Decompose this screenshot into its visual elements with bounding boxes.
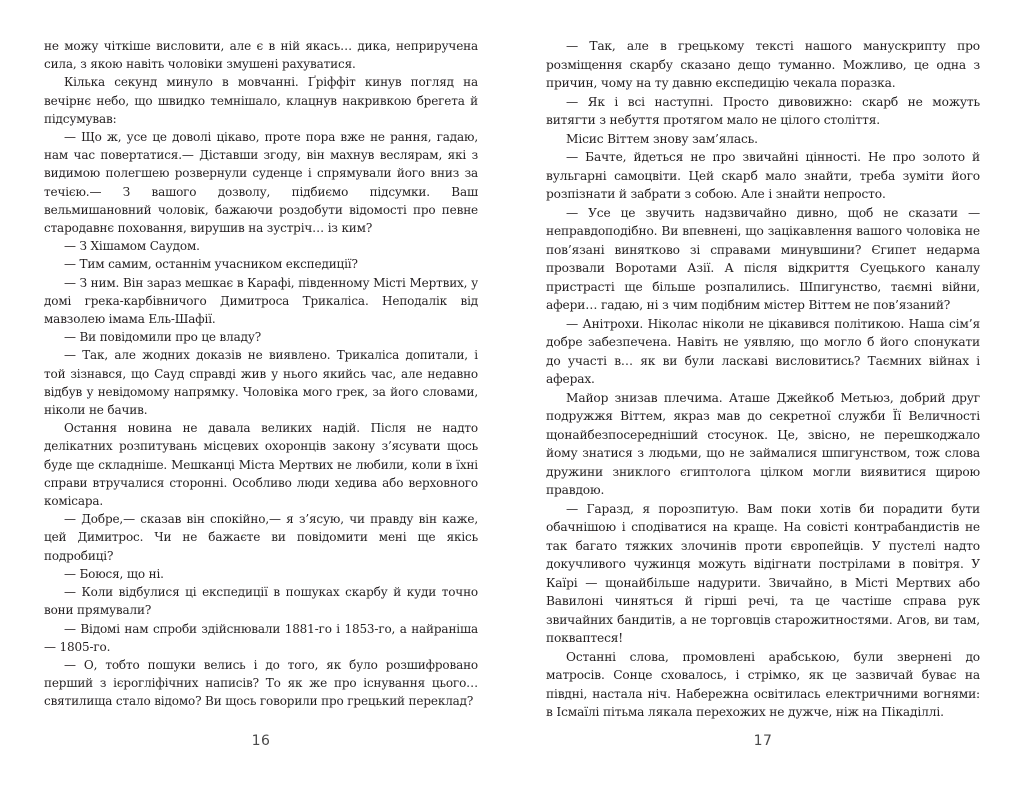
paragraph: — З ним. Він зараз мешкає в Карафі, південному Місті Мертвих, у домі грека-карбівничого Димитроса Трикаліса. Неподалік від мавзолею імама Ель-Шафії. bbox=[44, 275, 478, 327]
paragraph: — Тим самим, останнім учасником експедиції? bbox=[64, 257, 358, 272]
paragraph: Останні слова, промовлені арабською, були звернені до матросів. Сонце сховалось, і стрімко, як це зазвичай буває на півдні, настала ніч. Набережна освітилась електричними вогнями: в Ісмаїлі пітьма лякала перехожих не дужче, ніж на Пікаділлі. bbox=[546, 649, 980, 719]
paragraph: — О, тобто пошуки велись і до того, як було розшифровано перший з ієрогліфічних написів? То як же про існування цього… святилища стало відомо? Ви щось говорили про грецький переклад? bbox=[44, 657, 478, 709]
paragraph: Кілька секунд минуло в мовчанні. Ґріффіт кинув погляд на вечірнє небо, що швидко темнішало, клацнув накривкою брегета й підсумував: bbox=[44, 75, 478, 126]
paragraph: — Добре,— сказав він спокійно,— я з’ясую, чи правду він каже, цей Димитрос. Чи не бажаєте ви повідомити мені ще якісь подробиці? bbox=[44, 512, 478, 563]
paragraph: — Анітрохи. Ніколас ніколи не цікавився політикою. Наша сім’я добре забезпечена. Навіть не уявляю, що могло б його спонукати до участі в… як ви були ласкаві висловитись? Таємних війнах і аферах. bbox=[546, 316, 980, 386]
paragraph: — Як і всі наступні. Просто дивовижно: скарб не можуть витягти з небуття протягом мало не цілого століття. bbox=[546, 94, 980, 127]
paragraph: — З Хішамом Саудом. bbox=[64, 239, 200, 254]
paragraph: — Гаразд, я порозпитую. Вам поки хотів би порадити бути обачнішою і сподіватися на краще. На совісті контрабандистів не так багато тяжких злочинів проти європейців. У пустелі надто докучливого чужинця можуть відігнати пострілами в повітря. У Каїрі — щонайбільше надурити. Звичайно, в Місті Мертвих або Вавилоні чиняться й гірші речі, та це частіше справа рук звичайних бандитів, а не торговців старожитностями. Агов, ви там, покваптеся! bbox=[546, 501, 980, 645]
paragraph: Місис Віттем знову зам’ялась. bbox=[566, 131, 758, 146]
left-page-text bbox=[44, 37, 478, 711]
paragraph: — Боюся, що ні. bbox=[64, 566, 164, 581]
paragraph: — Бачте, йдеться не про звичайні цінності. Не про золото й вульгарні самоцвіти. Цей скарб мало знайти, треба зуміти його розпізнати й забрати з собою. Але і знайти непросто. bbox=[546, 150, 980, 201]
paragraph: — Ви повідомили про це владу? bbox=[64, 330, 262, 345]
paragraph: Остання новина не давала великих надій. Після не надто делікатних розпитувань місцевих охоронців закону з’ясувати щось буде ще складніше. Мешканці Міста Мертвих не любили, коли в їхні справи втручалися сторонні. Особливо люди хедива або верховного комісара. bbox=[44, 421, 478, 509]
page-number-left: 16 bbox=[251, 733, 271, 749]
paragraph: — Так, але жодних доказів не виявлено. Трикаліса допитали, і той зізнався, що Сауд справді жив у нього якийсь час, але недавно відбув у невідомому напрямку. Чоловіка мого грек, за його словами, ніколи не бачив. bbox=[44, 348, 478, 418]
page-number-right: 17 bbox=[753, 733, 773, 749]
paragraph: — Коли відбулися ці експедиції в пошуках скарбу й куди точно вони прямували? bbox=[44, 585, 478, 618]
paragraph: — Усе це звучить надзвичайно дивно, щоб не сказати — неправдоподібно. Ви впевнені, що зацікавлення вашого чоловіка не пов’язані винятково зі справами минувшини? Єгипет недарма прозвали Воротами Азії. А після відкриття Суецького каналу пристрасті ще більше розпалились. Шпигунство, таємні війни, афери… гадаю, ні з чим подібним містер Віттем не пов’язаний? bbox=[546, 205, 980, 312]
paragraph: — Відомі нам спроби здійснювали 1881-го і 1853-го, а найраніша — 1805-го. bbox=[44, 621, 478, 654]
right-page-text bbox=[546, 37, 980, 722]
paragraph: Майор знизав плечима. Аташе Джейкоб Метьюз, добрий друг подружжя Віттем, якраз мав до секретної служби Її Величності щонайбезпосередніший стосунок. Це, звісно, не перешкоджало йому знатися з людьми, що не займалися шпигунством, тож слова дружини зниклого єгиптолога цілком могли виявитися щирою правдою. bbox=[546, 390, 980, 497]
paragraph: — Так, але в грецькому тексті нашого манускрипту про розміщення скарбу сказано дещо туманно. Можливо, це одна з причин, чому на ту давню експедицію чекала поразка. bbox=[546, 39, 980, 90]
paragraph: не можу чіткіше висловити, але є в ній якась… дика, неприручена сила, з якою навіть чоловіки змушені рахуватися. bbox=[44, 39, 478, 72]
paragraph: — Що ж, усе це доволі цікаво, проте пора вже не рання, гадаю, нам час повертатися.— Діставши згоду, він махнув веслярам, які з видимою полегшею розвернули суденце і спрямували його вниз за течією.— З вашого дозволу, підбиємо підсумки. Ваш вельмишановний чоловік, бажаючи роздобути відомості про певне стародавнє поховання, вирушив на зустріч… із ким? bbox=[44, 130, 478, 236]
